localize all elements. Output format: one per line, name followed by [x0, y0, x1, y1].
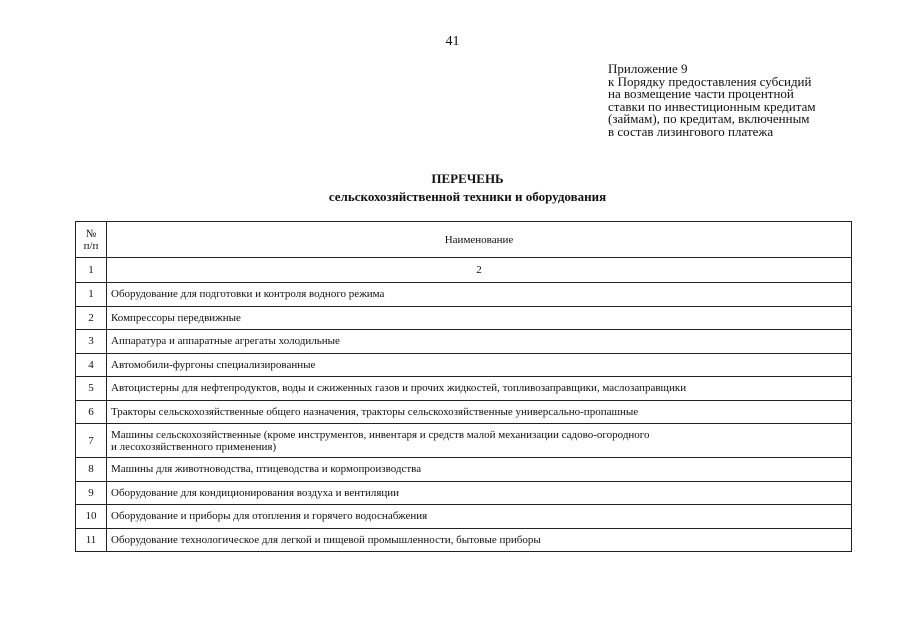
row-name: Оборудование технологическое для легкой и пищевой промышленности, бытовые приборы [107, 528, 852, 552]
row-name: Автоцистерны для нефтепродуктов, воды и сжиженных газов и прочих жидкостей, топливозаправщики, маслозаправщики [107, 377, 852, 401]
row-number: 1 [76, 283, 107, 307]
title-line-2: сельскохозяйственной техники и оборудования [328, 189, 607, 204]
header-num [76, 222, 107, 258]
appendix-line: Приложение 9 [608, 61, 688, 76]
table-row [76, 458, 852, 482]
appendix-line: на возмещение части процентной [608, 86, 794, 101]
row-number: 9 [76, 481, 107, 505]
row-name-line-2: и лесохозяйственного применения) [111, 440, 277, 453]
table-row [76, 353, 852, 377]
column-number-2: 2 [107, 258, 852, 283]
row-number: 10 [76, 505, 107, 529]
row-number: 8 [76, 458, 107, 482]
table-header-row [76, 222, 852, 258]
row-name: Аппаратура и аппаратные агрегаты холодильные [107, 330, 852, 354]
appendix-line: к Порядку предоставления субсидий [608, 73, 812, 89]
page-number: 41 [445, 34, 460, 49]
table-row [76, 528, 852, 552]
table-row [76, 424, 852, 458]
table-row [76, 481, 852, 505]
equipment-table [75, 221, 852, 552]
table-row [76, 377, 852, 401]
row-number: 6 [76, 400, 107, 424]
appendix-line: в состав лизингового платежа [608, 123, 774, 139]
header-num-symbol: № [85, 227, 97, 240]
column-number-row [76, 258, 852, 283]
column-number-1: 1 [76, 258, 107, 283]
row-name: Компрессоры передвижные [107, 306, 852, 330]
row-name: Оборудование и приборы для отопления и горячего водоснабжения [107, 505, 852, 529]
appendix-line: ставки по инвестиционным кредитам [608, 98, 816, 114]
row-name: Оборудование для подготовки и контроля водного режима [107, 283, 852, 307]
appendix-note [608, 63, 898, 138]
header-num-abbr: п/п [83, 239, 99, 252]
table-row [76, 400, 852, 424]
row-number: 3 [76, 330, 107, 354]
row-name-line-1: Машины сельскохозяйственные (кроме инструментов, инвентаря и средств малой механизации садово-огородного [111, 428, 650, 441]
row-number: 7 [76, 424, 107, 458]
header-name: Наименование [107, 222, 852, 258]
row-number: 4 [76, 353, 107, 377]
row-name: Оборудование для кондиционирования воздуха и вентиляции [107, 481, 852, 505]
table-row [76, 505, 852, 529]
row-name: Автомобили-фургоны специализированные [107, 353, 852, 377]
appendix-line: (займам), по кредитам, включенным [608, 111, 810, 126]
table-row [76, 330, 852, 354]
table-row [76, 283, 852, 307]
row-number: 2 [76, 306, 107, 330]
row-number: 5 [76, 377, 107, 401]
row-number: 11 [76, 528, 107, 552]
row-name [107, 424, 852, 458]
document-title [0, 170, 905, 206]
row-name: Машины для животноводства, птицеводства и кормопроизводства [107, 458, 852, 482]
row-name: Тракторы сельскохозяйственные общего назначения, тракторы сельскохозяйственные универсально-пропашные [107, 400, 852, 424]
title-line-1: ПЕРЕЧЕНЬ [431, 171, 504, 186]
table-row [76, 306, 852, 330]
